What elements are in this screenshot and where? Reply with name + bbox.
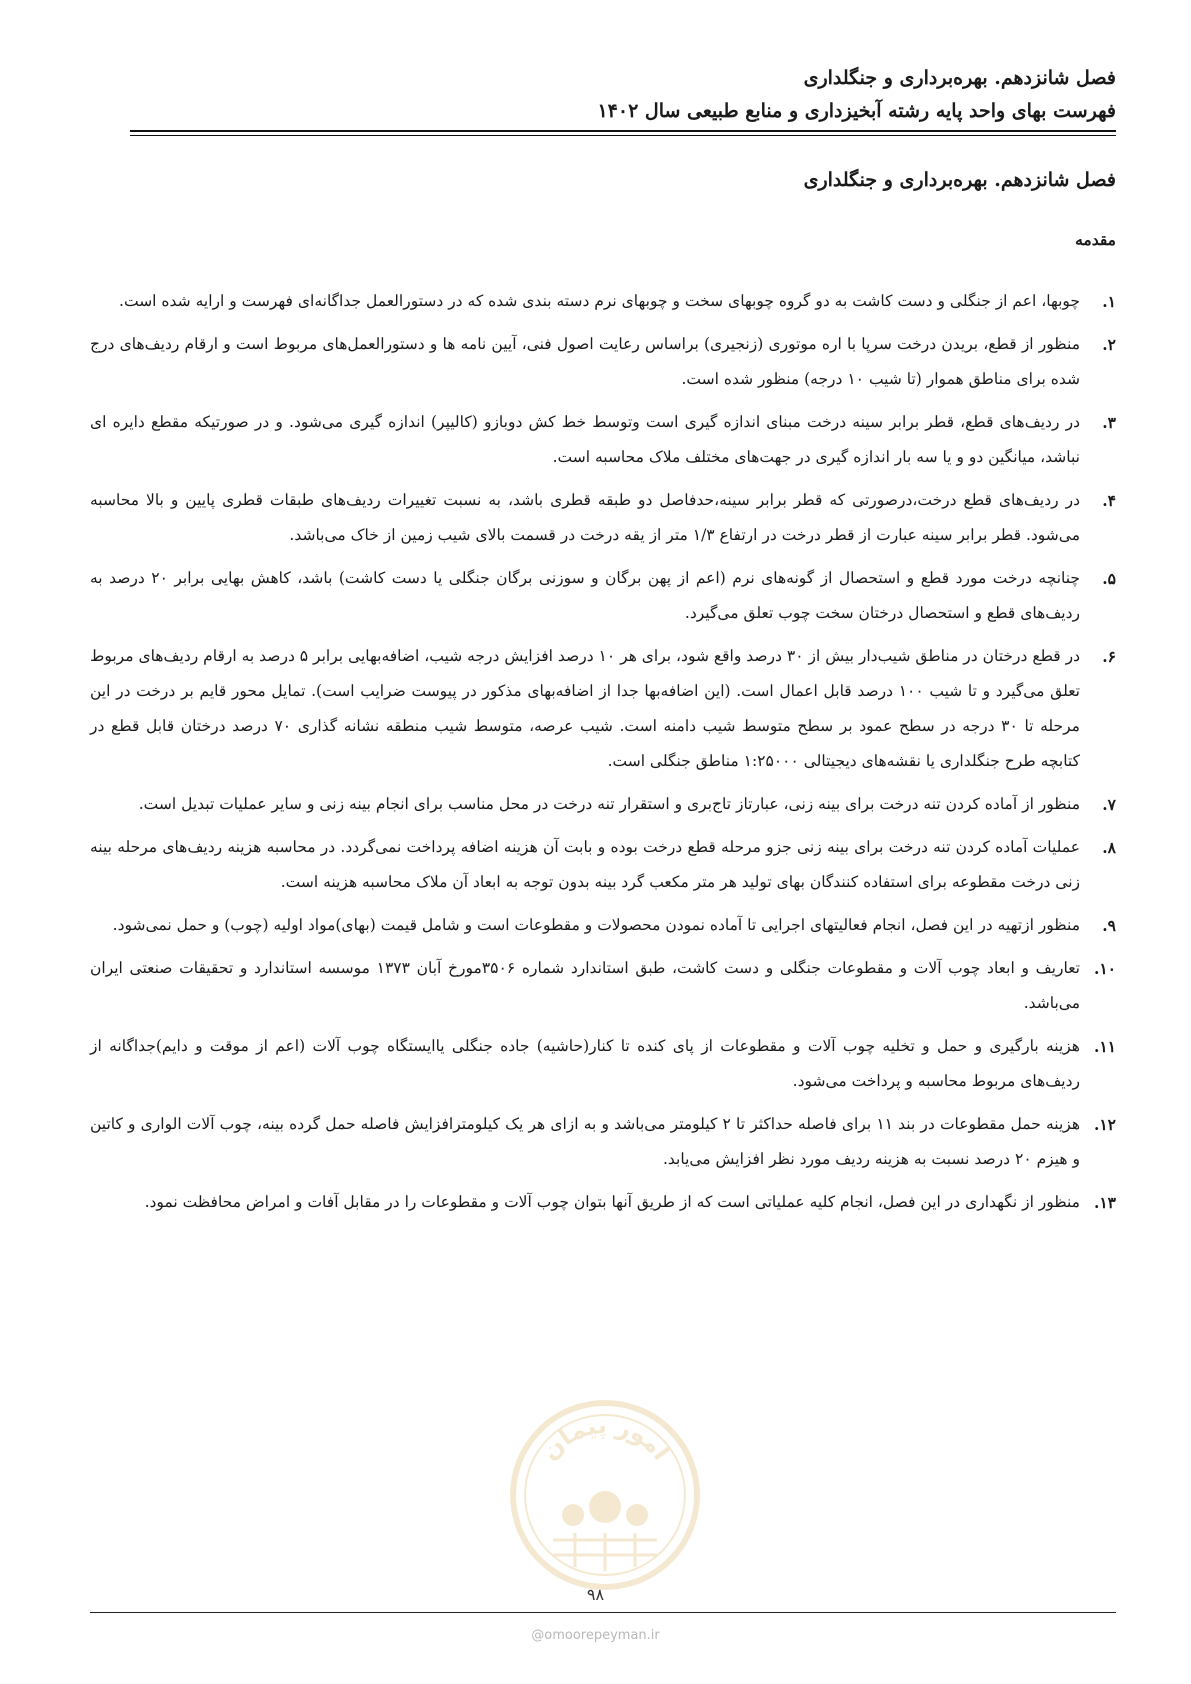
- running-header: [130, 62, 1116, 128]
- item-text: منظور از آماده کردن تنه درخت برای بینه زنی، عبارتاز تاج‌بری و استقرار تنه درخت در محل مناسب برای انجام بینه زنی و سایر عملیات تبدیل است.: [138, 795, 1080, 813]
- item-number: ۷.: [1102, 795, 1116, 814]
- item-text: منظور از قطع، بریدن درخت سرپا با اره موتوری (زنجیری) براساس رعایت اصول فنی، آیین نامه ها و دستورالعمل‌های مربوط است و ارقام ردیف‌های درج شده برای مناطق هموار (تا شیب ۱۰ درجه) منظور شده است.: [90, 335, 1080, 388]
- running-header-chapter-title: فصل شانزدهم. بهره‌برداری و جنگلداری: [803, 67, 1116, 89]
- seal-arc-textpath: امور پیمان: [535, 1410, 676, 1466]
- item-number: ۵.: [1102, 569, 1116, 588]
- list-item: [90, 405, 1116, 475]
- item-number: ۱۱.: [1093, 1037, 1116, 1056]
- seal-arc-text: [536, 1411, 676, 1465]
- item-text: تعاریف و ابعاد چوب آلات و مقطوعات جنگلی و دست کاشت، طبق استاندارد شماره ۳۵۰۶مورخ آبان ۱۳۷۳ موسسه استاندارد و تحقیقات صنعتی ایران می‌باشد.: [90, 959, 1080, 1012]
- item-text: در ردیف‌های قطع، قطر برابر سینه درخت مبنای اندازه گیری است وتوسط خط کش دوبازو (کالیپر) اندازه گیری می‌شود. و در صورتیکه مقطع دایره ای نباشد، میانگین دو و یا سه بار اندازه گیری در جهت‌های مختلف ملاک محاسبه است.: [90, 413, 1080, 466]
- header-divider-thin: [130, 135, 1116, 136]
- seal-outer-ring: [513, 1403, 697, 1587]
- item-text: عملیات آماده کردن تنه درخت برای بینه زنی جزو مرحله قطع درخت بوده و بابت آن هزینه اضافه پرداخت نمی‌گردد. در محاسبه هزینه ردیف‌های مرحله بینه زنی درخت مقطوعه برای استفاده کنندگان بهای تولید هر متر مکعب گرد بینه بدون توجه به ابعاد آن ملاک محاسبه هزینه است.: [90, 838, 1080, 891]
- item-text: منظور از نگهداری در این فصل، انجام کلیه عملیاتی است که از طریق آنها بتوان چوب آلات و مقطوعات را در مقابل آفات و امراض محافظت نمود.: [144, 1193, 1080, 1211]
- list-item: [90, 1107, 1116, 1177]
- list-item: [90, 1029, 1116, 1099]
- item-number: ۲.: [1102, 335, 1116, 354]
- list-item: [90, 327, 1116, 397]
- item-text: منظور ازتهیه در این فصل، انجام فعالیتهای اجرایی تا آماده نمودن محصولات و مقطوعات است و شامل قیمت (بهای)مواد اولیه (چوب) و حمل نمی‌شود.: [112, 916, 1080, 934]
- item-number: ۹.: [1102, 916, 1116, 935]
- seal-inner-ring: [525, 1415, 685, 1575]
- item-number: ۱.: [1102, 292, 1116, 311]
- list-item: [90, 561, 1116, 631]
- intro-items-list: [90, 284, 1116, 1228]
- list-item: [90, 830, 1116, 900]
- list-item: [90, 908, 1116, 943]
- item-number: ۱۲.: [1093, 1115, 1116, 1134]
- list-item: [90, 639, 1116, 779]
- watermark-seal: [505, 1395, 705, 1595]
- item-text: در قطع درختان در مناطق شیب‌دار بیش از ۳۰ درصد واقع شود، برای هر ۱۰ درصد افزایش درجه شیب، اضافه‌بهایی برابر ۵ درصد به ارقام ردیف‌های مربوط تعلق می‌گیرد و تا شیب ۱۰۰ درصد قابل اعمال است. (این اضافه‌بها جدا از اضافه‌بهای مذکور در پیوست ضرایب است). تمایل محور قایم بر درخت در این مرحله تا ۳۰ درجه در سطح عمود بر سطح متوسط شیب دامنه است. شیب عرصه، متوسط شیب منطقه نشانه گذاری ۷۰ درصد درختان قابل قطع در کتابچه طرح جنگلداری یا نقشه‌های دیجیتالی ۱:۲۵۰۰۰ مناطق جنگلی است.: [90, 647, 1081, 770]
- gear-icon: [589, 1491, 621, 1523]
- item-number: ۶.: [1102, 647, 1116, 666]
- item-text: در ردیف‌های قطع درخت،درصورتی که قطر برابر سینه،حدفاصل دو طبقه قطری باشد، به نسبت تغییرات ردیف‌های طبقات قطری پایین و بالا محاسبه می‌شود. قطر برابر سینه عبارت از قطر درخت در ارتفاع ۱/۳ متر از یقه درخت در قسمت بالای شیب زمین از خاک می‌باشد.: [90, 491, 1080, 544]
- page-number: ۹۸: [586, 1585, 605, 1604]
- item-number: ۳.: [1102, 413, 1116, 432]
- list-item: [90, 787, 1116, 822]
- item-text: چنانچه درخت مورد قطع و استحصال از گونه‌های نرم (اعم از پهن برگان و سوزنی برگان جنگلی یا دست کاشت) باشد، کاهش بهایی برابر ۲۰ درصد به ردیف‌های قطع و استحصال درختان سخت چوب تعلق می‌گیرد.: [90, 569, 1080, 622]
- item-number: ۱۰.: [1093, 959, 1116, 978]
- header-divider-thick: [130, 130, 1116, 132]
- item-number: ۸.: [1102, 838, 1116, 857]
- list-item: [90, 1185, 1116, 1220]
- item-text: هزینه بارگیری و حمل و تخلیه چوب آلات و مقطوعات از پای کنده تا کنار(حاشیه) جاده جنگلی یاایستگاه چوب آلات (اعم از موقت و دایم)جداگانه از ردیف‌های مربوط محاسبه و پرداخت می‌شود.: [90, 1037, 1080, 1090]
- list-item: [90, 951, 1116, 1021]
- item-number: ۴.: [1102, 491, 1116, 510]
- footer-divider: [90, 1612, 1116, 1613]
- item-number: ۱۳.: [1093, 1193, 1116, 1212]
- intro-heading: مقدمه: [1075, 230, 1116, 249]
- item-text: هزینه حمل مقطوعات در بند ۱۱ برای فاصله حداکثر تا ۲ کیلومتر می‌باشد و به ازای هر یک کیلومترافزایش فاصله حمل گرده بینه، چوب آلات الواری و کاتین و هیزم ۲۰ درصد نسبت به هزینه ردیف مورد نظر افزایش می‌یابد.: [90, 1115, 1080, 1168]
- item-text: چوبها، اعم از جنگلی و دست کاشت به دو گروه چوبهای سخت و چوبهای نرم دسته بندی شده که در دستورالعمل جداگانه‌ای فهرست و ارایه شده است.: [119, 292, 1080, 310]
- watermark-url: @omoorepeyman.ir: [531, 1628, 660, 1643]
- section-title: فصل شانزدهم. بهره‌برداری و جنگلداری: [803, 169, 1116, 191]
- list-item: [90, 483, 1116, 553]
- running-header-document-title: فهرست بهای واحد پایه رشته آبخیزداری و منابع طبیعی سال ۱۴۰۲: [597, 100, 1116, 122]
- list-item: [90, 284, 1116, 319]
